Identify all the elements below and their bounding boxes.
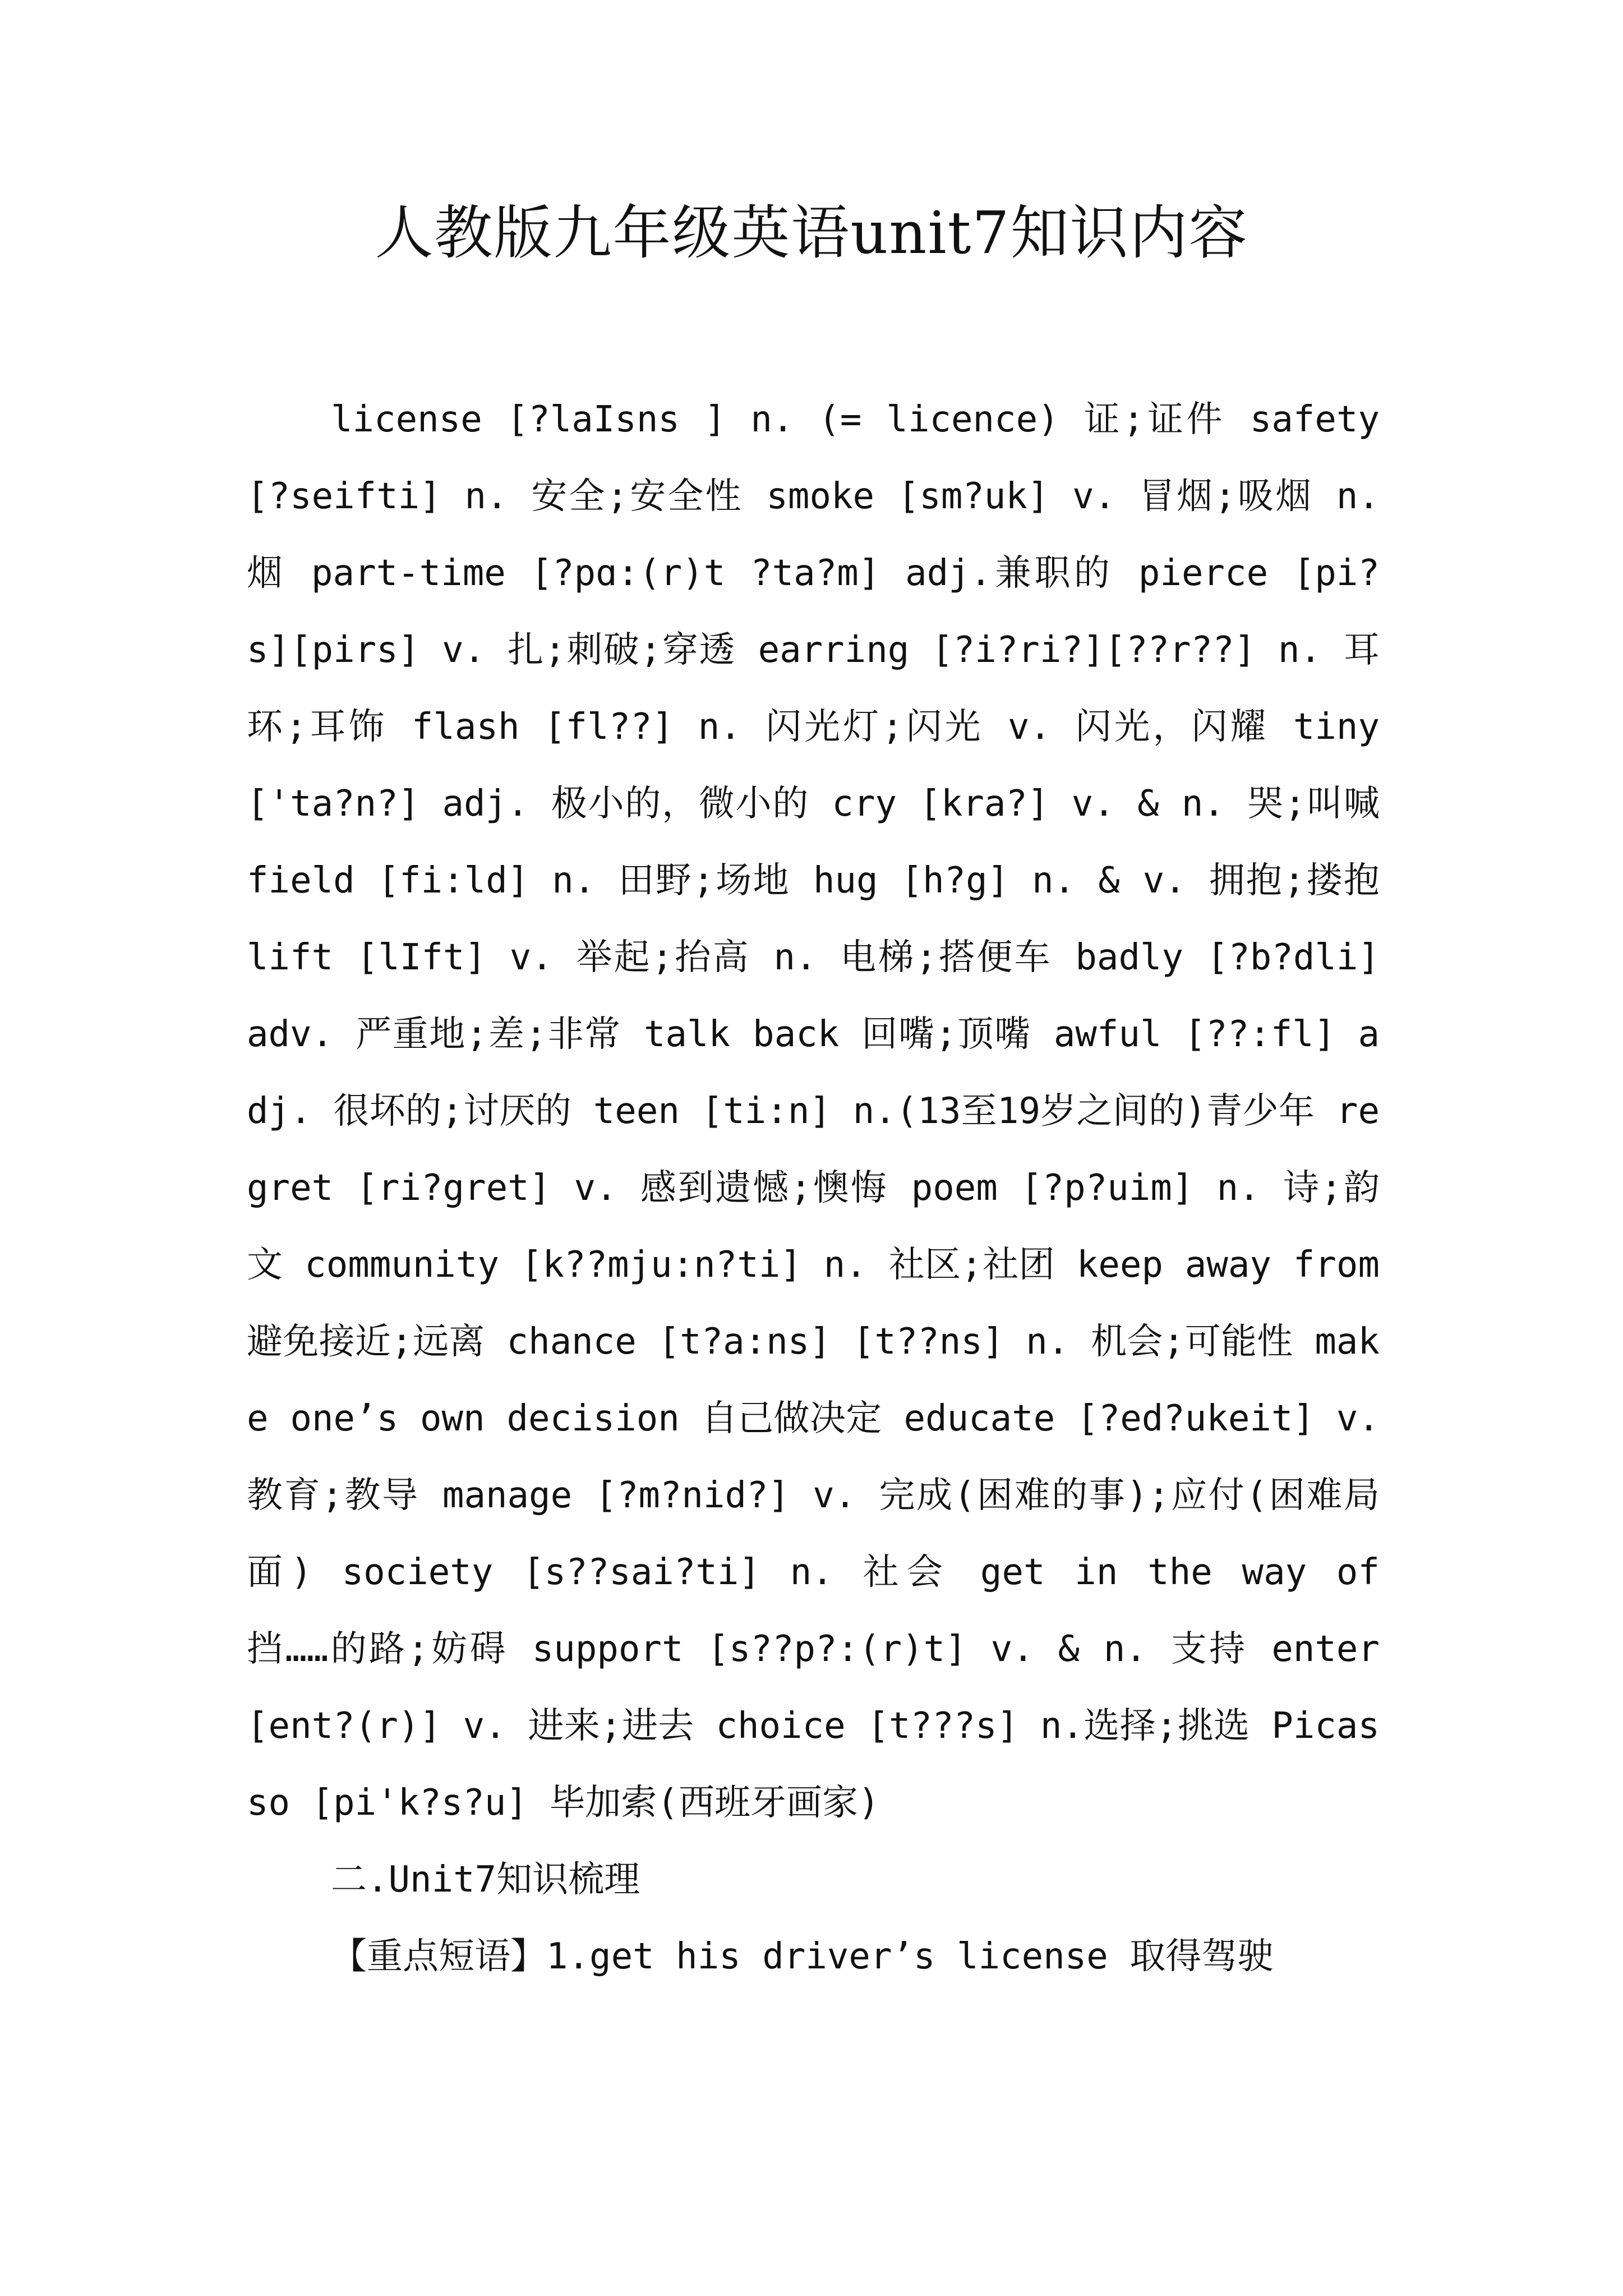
section-heading: 二.Unit7知识梳理: [331, 1859, 640, 1901]
key-phrases-paragraph: 【重点短语】1.get his driver’s license 取得驾驶: [331, 1936, 1274, 1977]
document-title: 人教版九年级英语unit7知识内容: [375, 199, 1248, 267]
document-body: [247, 381, 1380, 1995]
vocabulary-paragraph: license [?laIsns ] n. (= licence) 证;证件 safety [?seifti] n. 安全;安全性 smoke [sm?uk] v. 冒烟;吸烟 n. 烟 part-time [?pɑ:(r)t ?ta?m] adj.兼职的 pierce [pi?s][pirs] v. 扎;刺破;穿透 earring [?i?ri?][??r??] n. 耳环;耳饰 flash [fl??] n. 闪光灯;闪光 v. 闪光，闪耀 tiny ['ta?n?] adj. 极小的，微小的 cry [kra?] v. & n. 哭;叫喊 field [fi:ld] n. 田野;场地 hug [h?g] n. & v. 拥抱;搂抱 lift [lIft] v. 举起;抬高 n. 电梯;搭便车 badly [?b?dli] adv. 严重地;差;非常 talk back 回嘴;顶嘴 awful [??:fl] adj. 很坏的;讨厌的 teen [ti:n] n.(13至19岁之间的)青少年 regret [ri?gret] v. 感到遗憾;懊悔 poem [?p?uim] n. 诗;韵文 community [k??mju:n?ti] n. 社区;社团 keep away from 避免接近;远离 chance [t?a:ns] [t??ns] n. 机会;可能性 make one’s own decision 自己做决定 educate [?ed?ukeit] v. 教育;教导 manage [?m?nid?] v. 完成(困难的事);应付(困难局面) society [s??sai?ti] n. 社会 get in the way of 挡……的路;妨碍 support [s??p?:(r)t] v. & n. 支持 enter [ent?(r)] v. 进来;进去 choice [t???s] n.选择;挑选 Picasso [pi'k?s?u] 毕加索(西班牙画家): [247, 399, 1380, 1824]
